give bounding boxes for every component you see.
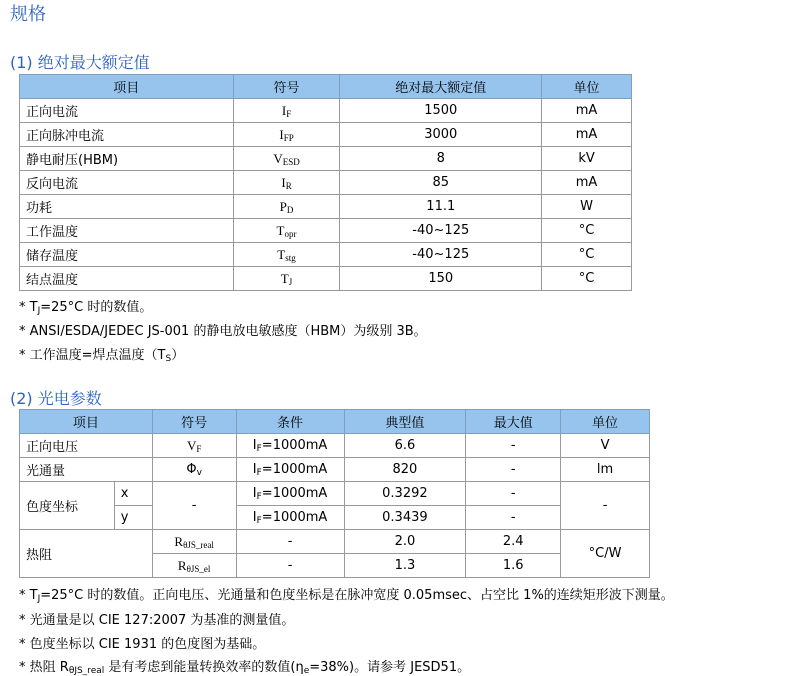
table-row	[20, 482, 650, 506]
row-symbol: $R_{\theta JS\_el}$	[152, 554, 236, 578]
header-typical: 典型值	[344, 410, 466, 434]
row-unit: mA	[542, 99, 632, 123]
row-value: 3000	[340, 123, 542, 147]
row-item: 色度坐标	[20, 482, 115, 530]
note-1: * $T_J=25^\circ C$ 时的数值。	[19, 300, 153, 316]
table-row	[20, 171, 632, 195]
header-item: 项目	[20, 410, 153, 434]
row-max: -	[466, 434, 561, 458]
row-unit: °C	[542, 267, 632, 291]
row-unit: °C/W	[561, 530, 650, 578]
row-symbol: $T_J$	[233, 267, 340, 291]
table-row	[20, 123, 632, 147]
note-3: * 工作温度=焊点温度$(T_S)$	[19, 348, 185, 364]
row-typical: 2.0	[344, 530, 466, 554]
row-value: -40~125	[340, 243, 542, 267]
row-item: 正向电流	[20, 99, 234, 123]
table-row	[20, 267, 632, 291]
row-symbol: $I_{FP}$	[233, 123, 340, 147]
row-item: 正向脉冲电流	[20, 123, 234, 147]
note-6: * 色度坐标以 CIE 1931 的色度图为基础。	[19, 637, 266, 652]
row-condition: $I_F=1000mA$	[236, 506, 344, 530]
row-typical: 0.3439	[344, 506, 466, 530]
row-unit: lm	[561, 458, 650, 482]
row-condition: -	[236, 530, 344, 554]
table-row	[20, 99, 632, 123]
row-unit: mA	[542, 123, 632, 147]
row-item: 热阻	[20, 530, 153, 578]
row-max: -	[466, 458, 561, 482]
table-row	[20, 219, 632, 243]
header-symbol: 符号	[152, 410, 236, 434]
optical-electrical-table	[19, 409, 650, 578]
row-unit: °C	[542, 219, 632, 243]
row-condition: -	[236, 554, 344, 578]
row-item: 正向电压	[20, 434, 153, 458]
header-max: 最大值	[466, 410, 561, 434]
table-header-row	[20, 410, 650, 434]
section1-title: (1) 绝对最大额定值	[10, 53, 150, 72]
row-unit: mA	[542, 171, 632, 195]
row-symbol: $V_{ESD}$	[233, 147, 340, 171]
row-symbol: -	[152, 482, 236, 530]
row-max: 1.6	[466, 554, 561, 578]
row-value: 150	[340, 267, 542, 291]
row-symbol: $V_F$	[152, 434, 236, 458]
page-title: 规格	[10, 4, 46, 25]
row-typical: 1.3	[344, 554, 466, 578]
row-value: -40~125	[340, 219, 542, 243]
note-2: * ANSI/ESDA/JEDEC JS-001 的静电放电敏感度（HBM）为级别 3B。	[19, 324, 427, 339]
row-unit: kV	[542, 147, 632, 171]
row-typical: 0.3292	[344, 482, 466, 506]
row-axis: y	[114, 506, 152, 530]
row-value: 85	[340, 171, 542, 195]
row-unit: V	[561, 434, 650, 458]
row-item: 静电耐压(HBM)	[20, 147, 234, 171]
section2-title: (2) 光电参数	[10, 389, 102, 408]
row-item: 工作温度	[20, 219, 234, 243]
row-unit: W	[542, 195, 632, 219]
row-condition: $I_F=1000mA$	[236, 434, 344, 458]
row-value: 1500	[340, 99, 542, 123]
row-item: 功耗	[20, 195, 234, 219]
table-row	[20, 147, 632, 171]
row-value: 11.1	[340, 195, 542, 219]
row-item: 光通量	[20, 458, 153, 482]
absolute-max-ratings-table	[19, 74, 632, 291]
row-condition: $I_F=1000mA$	[236, 482, 344, 506]
row-unit: -	[561, 482, 650, 530]
note-7: * 热阻 $R_{\theta JS\_real}$ 是有考虑到能量转换效率的数值$(\eta_e=38\%)$。请参考 JESD51。	[19, 660, 471, 676]
table-row	[20, 434, 650, 458]
header-condition: 条件	[236, 410, 344, 434]
table-row	[20, 195, 632, 219]
row-value: 8	[340, 147, 542, 171]
row-item: 结点温度	[20, 267, 234, 291]
row-condition: $I_F=1000mA$	[236, 458, 344, 482]
row-axis: x	[114, 482, 152, 506]
row-symbol: $T_{opr}$	[233, 219, 340, 243]
row-item: 储存温度	[20, 243, 234, 267]
note-4: * $T_J=25^\circ C$ 时的数值。正向电压、光通量和色度坐标是在脉冲宽度 0.05msec、占空比 1%的连续矩形波下测量。	[19, 588, 674, 604]
row-symbol: $R_{\theta JS\_real}$	[152, 530, 236, 554]
row-item: 反向电流	[20, 171, 234, 195]
table-row	[20, 458, 650, 482]
row-max: -	[466, 506, 561, 530]
table-row	[20, 530, 650, 554]
row-symbol: $P_D$	[233, 195, 340, 219]
header-unit: 单位	[542, 75, 632, 99]
row-symbol: $I_F$	[233, 99, 340, 123]
row-max: -	[466, 482, 561, 506]
row-typical: 6.6	[344, 434, 466, 458]
row-max: 2.4	[466, 530, 561, 554]
row-symbol: $T_{stg}$	[233, 243, 340, 267]
note-5: * 光通量是以 CIE 127:2007 为基准的测量值。	[19, 613, 295, 628]
table-row	[20, 506, 650, 530]
row-unit: °C	[542, 243, 632, 267]
row-symbol: $\Phi_v$	[152, 458, 236, 482]
header-rating: 绝对最大额定值	[340, 75, 542, 99]
header-item: 项目	[20, 75, 234, 99]
header-unit: 单位	[561, 410, 650, 434]
table-header-row	[20, 75, 632, 99]
table-row	[20, 243, 632, 267]
row-typical: 820	[344, 458, 466, 482]
header-symbol: 符号	[233, 75, 340, 99]
row-symbol: $I_R$	[233, 171, 340, 195]
